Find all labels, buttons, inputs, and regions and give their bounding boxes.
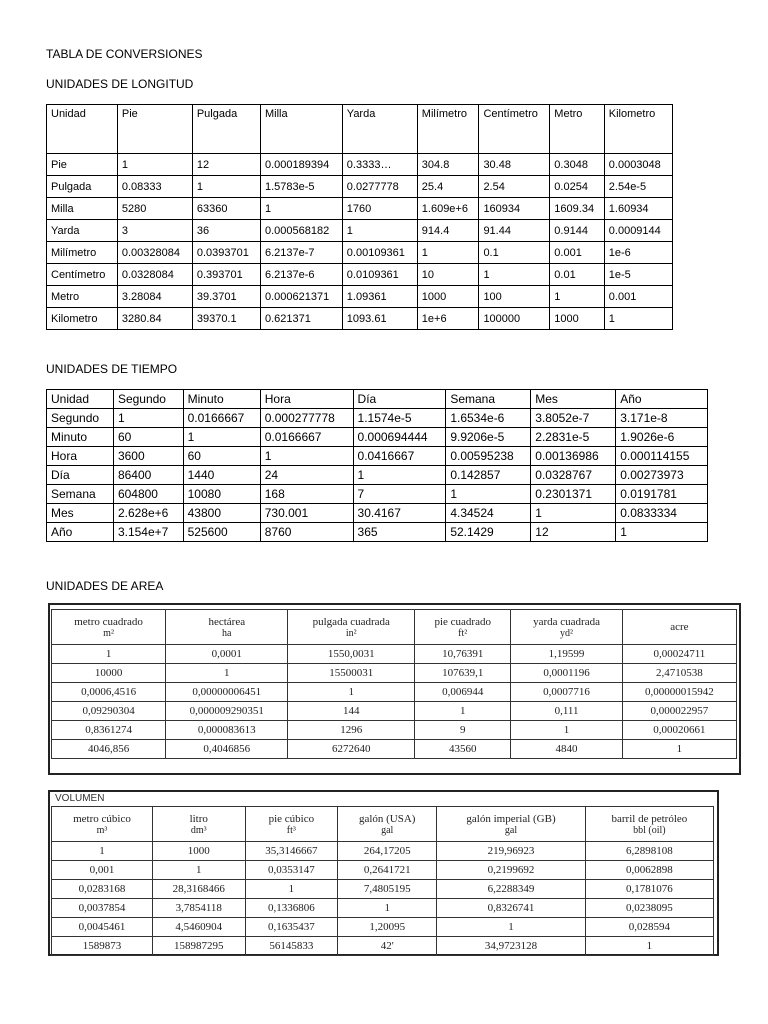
column-name: litro: [189, 812, 208, 825]
table-cell: 2.2831e-5: [531, 428, 616, 447]
column-header: [152, 807, 245, 842]
table-row: [47, 242, 673, 264]
row-header: Año: [47, 523, 114, 542]
table-cell: 1440: [183, 466, 260, 485]
row-header: Semana: [47, 485, 114, 504]
table-cell: 0,000009290351: [166, 702, 288, 721]
table-cell: 158987295: [152, 937, 245, 956]
column-header: Kilometro: [604, 105, 672, 154]
table-cell: 1: [511, 721, 622, 740]
table-row: [52, 721, 737, 740]
table-cell: 1: [622, 740, 736, 759]
table-row: [52, 842, 714, 861]
table-cell: 34,9723128: [437, 937, 586, 956]
row-header: Hora: [47, 447, 114, 466]
column-unit: m²: [103, 627, 114, 639]
column-name: galón (USA): [358, 812, 416, 825]
table-cell: 4840: [511, 740, 622, 759]
column-header: [338, 807, 437, 842]
table-cell: 1,20095: [338, 918, 437, 937]
column-unit: ft³: [286, 824, 296, 836]
table-cell: 144: [288, 702, 415, 721]
column-unit: yd²: [560, 627, 574, 639]
table-row: [47, 176, 673, 198]
table-cell: 1589873: [52, 937, 153, 956]
table-row: [47, 485, 708, 504]
table-cell: 3280.84: [117, 308, 192, 330]
table-cell: 0.0191781: [616, 485, 708, 504]
table-cell: 1e-5: [604, 264, 672, 286]
column-header: [52, 610, 166, 645]
table-cell: 0,0238095: [585, 899, 713, 918]
column-unit: dm³: [190, 824, 207, 836]
table-cell: 0.142857: [446, 466, 531, 485]
row-header: Centímetro: [47, 264, 118, 286]
row-header: Segundo: [47, 409, 114, 428]
column-header: Milímetro: [417, 105, 479, 154]
table-cell: 1609.34: [550, 198, 604, 220]
column-header: Pie: [117, 105, 192, 154]
table-row: [52, 683, 737, 702]
table-cell: 0,00000006451: [166, 683, 288, 702]
table-cell: 0.9144: [550, 220, 604, 242]
table-cell: 0.3048: [550, 154, 604, 176]
table-cell: 0,09290304: [52, 702, 166, 721]
table-cell: 1000: [152, 842, 245, 861]
column-name: hectárea: [208, 615, 246, 628]
table-cell: 0.00328084: [117, 242, 192, 264]
table-cell: 39370.1: [192, 308, 260, 330]
row-header: Kilometro: [47, 308, 118, 330]
table-cell: 0,111: [511, 702, 622, 721]
column-header: Mes: [531, 390, 616, 409]
table-cell: 0.08333: [117, 176, 192, 198]
table-cell: 10000: [52, 664, 166, 683]
row-header: Milímetro: [47, 242, 118, 264]
table-cell: 1: [183, 428, 260, 447]
table-cell: 0.000114155: [616, 447, 708, 466]
column-name: barril de petróleo: [611, 812, 688, 825]
table-row: [52, 880, 714, 899]
table-cell: 1: [604, 308, 672, 330]
table-cell: 1: [152, 861, 245, 880]
table-cell: 10080: [183, 485, 260, 504]
table-header-row: [47, 105, 673, 154]
length-heading: UNIDADES DE LONGITUD: [46, 77, 194, 91]
column-name: acre: [670, 621, 689, 633]
table-cell: 0.0328767: [531, 466, 616, 485]
table-cell: 0,028594: [585, 918, 713, 937]
column-header: [437, 807, 586, 842]
table-cell: 914.4: [417, 220, 479, 242]
table-cell: 42': [338, 937, 437, 956]
table-cell: 0.0009144: [604, 220, 672, 242]
table-row: [47, 466, 708, 485]
table-cell: 0.000621371: [260, 286, 342, 308]
table-cell: 1e-6: [604, 242, 672, 264]
table-cell: 1: [245, 880, 338, 899]
table-cell: 1: [446, 485, 531, 504]
table-cell: 1.1574e-5: [353, 409, 446, 428]
table-cell: 2,4710538: [622, 664, 736, 683]
column-unit: m³: [96, 824, 108, 836]
table-cell: 6,2898108: [585, 842, 713, 861]
table-cell: 6,2288349: [437, 880, 586, 899]
table-cell: 100000: [479, 308, 550, 330]
table-row: [52, 702, 737, 721]
column-header: Hora: [260, 390, 353, 409]
table-cell: 1550,0031: [288, 645, 415, 664]
column-unit: gal: [504, 824, 518, 836]
table-cell: 0.1: [479, 242, 550, 264]
table-cell: 43800: [183, 504, 260, 523]
table-cell: 1.09361: [342, 286, 417, 308]
table-cell: 60: [113, 428, 183, 447]
table-cell: 0.000568182: [260, 220, 342, 242]
time-table: [46, 389, 708, 542]
table-cell: 0,00000015942: [622, 683, 736, 702]
table-cell: 0,0283168: [52, 880, 153, 899]
table-cell: 0,0045461: [52, 918, 153, 937]
table-cell: 160934: [479, 198, 550, 220]
table-cell: 0,00020661: [622, 721, 736, 740]
table-header-row: [47, 390, 708, 409]
table-cell: 100: [479, 286, 550, 308]
table-cell: 15500031: [288, 664, 415, 683]
table-cell: 36: [192, 220, 260, 242]
table-row: [47, 286, 673, 308]
table-cell: 0.00136986: [531, 447, 616, 466]
table-cell: 0,001: [52, 861, 153, 880]
column-unit: bbl (oil): [633, 824, 666, 836]
table-cell: 0.000694444: [353, 428, 446, 447]
column-header: [52, 807, 153, 842]
table-cell: 1: [531, 504, 616, 523]
table-cell: 0.0328084: [117, 264, 192, 286]
row-header: Día: [47, 466, 114, 485]
table-cell: 1: [353, 466, 446, 485]
table-row: [47, 504, 708, 523]
table-cell: 91.44: [479, 220, 550, 242]
table-cell: 304.8: [417, 154, 479, 176]
table-cell: 0.00595238: [446, 447, 531, 466]
table-cell: 1,19599: [511, 645, 622, 664]
table-cell: 0,4046856: [166, 740, 288, 759]
column-name: galón imperial (GB): [466, 812, 556, 825]
table-cell: 1.60934: [604, 198, 672, 220]
table-cell: 43560: [415, 740, 511, 759]
row-header: Mes: [47, 504, 114, 523]
column-name: yarda cuadrada: [533, 615, 600, 628]
table-cell: 39.3701: [192, 286, 260, 308]
column-name: pulgada cuadrada: [312, 615, 390, 628]
table-row: [47, 523, 708, 542]
table-cell: 1296: [288, 721, 415, 740]
table-row: [52, 740, 737, 759]
table-cell: 107639,1: [415, 664, 511, 683]
table-row: [52, 918, 714, 937]
table-cell: 0,2199692: [437, 861, 586, 880]
column-unit: gal: [381, 824, 394, 836]
table-cell: 0.0109361: [342, 264, 417, 286]
table-cell: 63360: [192, 198, 260, 220]
table-cell: 0.2301371: [531, 485, 616, 504]
table-cell: 0,0037854: [52, 899, 153, 918]
table-cell: 219,96923: [437, 842, 586, 861]
table-cell: 1: [338, 899, 437, 918]
column-header: [166, 610, 288, 645]
table-cell: 6272640: [288, 740, 415, 759]
table-cell: 0.0003048: [604, 154, 672, 176]
table-cell: 168: [260, 485, 353, 504]
table-cell: 0,0353147: [245, 861, 338, 880]
table-cell: 0.393701: [192, 264, 260, 286]
table-cell: 30.4167: [353, 504, 446, 523]
table-cell: 24: [260, 466, 353, 485]
column-header: Unidad: [47, 390, 114, 409]
column-name: metro cúbico: [73, 812, 131, 825]
time-heading: UNIDADES DE TIEMPO: [46, 362, 178, 376]
table-cell: 0.0393701: [192, 242, 260, 264]
table-row: [47, 198, 673, 220]
column-header: Yarda: [342, 105, 417, 154]
table-row: [47, 264, 673, 286]
table-cell: 0,0006,4516: [52, 683, 166, 702]
table-cell: 0,8361274: [52, 721, 166, 740]
table-cell: 1: [260, 447, 353, 466]
table-cell: 1: [585, 937, 713, 956]
table-cell: 9: [415, 721, 511, 740]
table-cell: 1: [260, 198, 342, 220]
table-cell: 0.00273973: [616, 466, 708, 485]
table-cell: 1: [616, 523, 708, 542]
column-header: Centímetro: [479, 105, 550, 154]
table-cell: 1: [550, 286, 604, 308]
table-cell: 4.34524: [446, 504, 531, 523]
table-cell: 25.4: [417, 176, 479, 198]
column-header: Minuto: [183, 390, 260, 409]
table-cell: 0.621371: [260, 308, 342, 330]
table-header-row: [52, 807, 714, 842]
table-cell: 1: [113, 409, 183, 428]
table-cell: 0.000189394: [260, 154, 342, 176]
table-cell: 3.154e+7: [113, 523, 183, 542]
table-cell: 3.8052e-7: [531, 409, 616, 428]
table-cell: 7: [353, 485, 446, 504]
column-name: metro cuadrado: [74, 615, 143, 628]
column-unit: ft²: [458, 627, 468, 639]
table-cell: 0.0833334: [616, 504, 708, 523]
table-cell: 3,7854118: [152, 899, 245, 918]
table-row: [52, 861, 714, 880]
table-cell: 4046,856: [52, 740, 166, 759]
table-cell: 0,006944: [415, 683, 511, 702]
table-cell: 0.0254: [550, 176, 604, 198]
table-cell: 86400: [113, 466, 183, 485]
table-cell: 0.0166667: [183, 409, 260, 428]
table-cell: 1: [117, 154, 192, 176]
volume-label: VOLUMEN: [55, 793, 105, 804]
column-header: [585, 807, 713, 842]
table-row: [47, 447, 708, 466]
table-cell: 1: [52, 645, 166, 664]
row-header: Pulgada: [47, 176, 118, 198]
column-header: Unidad: [47, 105, 118, 154]
table-cell: 1: [288, 683, 415, 702]
table-cell: 1.6534e-6: [446, 409, 531, 428]
table-cell: 0,1781076: [585, 880, 713, 899]
table-cell: 30.48: [479, 154, 550, 176]
table-cell: 12: [531, 523, 616, 542]
table-cell: 525600: [183, 523, 260, 542]
table-cell: 7,4805195: [338, 880, 437, 899]
table-cell: 1: [166, 664, 288, 683]
table-cell: 0,0001: [166, 645, 288, 664]
table-cell: 1: [417, 242, 479, 264]
table-cell: 3: [117, 220, 192, 242]
table-cell: 1: [437, 918, 586, 937]
column-header: Año: [616, 390, 708, 409]
table-cell: 3600: [113, 447, 183, 466]
table-cell: 0.0277778: [342, 176, 417, 198]
table-cell: 2.54e-5: [604, 176, 672, 198]
table-cell: 1000: [550, 308, 604, 330]
table-cell: 1760: [342, 198, 417, 220]
column-header: [415, 610, 511, 645]
table-cell: 1: [52, 842, 153, 861]
table-cell: 730.001: [260, 504, 353, 523]
table-cell: 1e+6: [417, 308, 479, 330]
table-cell: 1.9026e-6: [616, 428, 708, 447]
table-cell: 10: [417, 264, 479, 286]
table-cell: 8760: [260, 523, 353, 542]
volume-table: [51, 806, 714, 956]
table-cell: 1.5783e-5: [260, 176, 342, 198]
row-header: Metro: [47, 286, 118, 308]
table-cell: 0.000277778: [260, 409, 353, 428]
table-row: [52, 937, 714, 956]
area-heading: UNIDADES DE AREA: [46, 579, 164, 593]
table-cell: 0,0062898: [585, 861, 713, 880]
table-cell: 3.171e-8: [616, 409, 708, 428]
table-cell: 604800: [113, 485, 183, 504]
table-row: [47, 428, 708, 447]
table-cell: 1: [192, 176, 260, 198]
table-cell: 0,00024711: [622, 645, 736, 664]
table-cell: 0.01: [550, 264, 604, 286]
table-row: [47, 154, 673, 176]
table-row: [47, 409, 708, 428]
table-cell: 9.9206e-5: [446, 428, 531, 447]
table-cell: 0,0007716: [511, 683, 622, 702]
table-cell: 1.609e+6: [417, 198, 479, 220]
table-cell: 12: [192, 154, 260, 176]
column-name: pie cúbico: [268, 812, 315, 825]
row-header: Pie: [47, 154, 118, 176]
length-table: [46, 104, 673, 330]
table-cell: 0,8326741: [437, 899, 586, 918]
table-cell: 0.3333…: [342, 154, 417, 176]
table-cell: 35,3146667: [245, 842, 338, 861]
table-cell: 6.2137e-7: [260, 242, 342, 264]
page-title: TABLA DE CONVERSIONES: [46, 47, 203, 61]
table-cell: 2.54: [479, 176, 550, 198]
table-cell: 0,000083613: [166, 721, 288, 740]
table-cell: 52.1429: [446, 523, 531, 542]
table-cell: 0,000022957: [622, 702, 736, 721]
table-cell: 1000: [417, 286, 479, 308]
area-table: [51, 609, 737, 759]
table-cell: 0.00109361: [342, 242, 417, 264]
table-cell: 6.2137e-6: [260, 264, 342, 286]
table-cell: 0,0001196: [511, 664, 622, 683]
table-cell: 1093.61: [342, 308, 417, 330]
table-cell: 264,17205: [338, 842, 437, 861]
table-row: [47, 220, 673, 242]
table-header-row: [52, 610, 737, 645]
column-header: Segundo: [113, 390, 183, 409]
column-header: Metro: [550, 105, 604, 154]
table-cell: 2.628e+6: [113, 504, 183, 523]
row-header: Yarda: [47, 220, 118, 242]
table-cell: 1: [415, 702, 511, 721]
table-cell: 3.28084: [117, 286, 192, 308]
column-header: [622, 610, 736, 645]
column-header: Pulgada: [192, 105, 260, 154]
table-cell: 5280: [117, 198, 192, 220]
table-cell: 60: [183, 447, 260, 466]
column-header: Milla: [260, 105, 342, 154]
row-header: Milla: [47, 198, 118, 220]
table-cell: 0.0166667: [260, 428, 353, 447]
table-row: [52, 899, 714, 918]
table-cell: 10,76391: [415, 645, 511, 664]
row-header: Minuto: [47, 428, 114, 447]
column-header: Semana: [446, 390, 531, 409]
table-cell: 365: [353, 523, 446, 542]
table-cell: 0.0416667: [353, 447, 446, 466]
table-cell: 0.001: [550, 242, 604, 264]
column-name: pie cuadrado: [434, 615, 491, 628]
table-row: [52, 645, 737, 664]
column-header: [245, 807, 338, 842]
column-header: [288, 610, 415, 645]
table-cell: 56145833: [245, 937, 338, 956]
table-row: [52, 664, 737, 683]
table-cell: 0,1635437: [245, 918, 338, 937]
column-header: [511, 610, 622, 645]
table-cell: 0,2641721: [338, 861, 437, 880]
column-unit: in²: [345, 627, 357, 639]
table-cell: 1: [479, 264, 550, 286]
table-cell: 0.001: [604, 286, 672, 308]
table-cell: 28,3168466: [152, 880, 245, 899]
column-header: Día: [353, 390, 446, 409]
table-cell: 4,5460904: [152, 918, 245, 937]
table-cell: 0,1336806: [245, 899, 338, 918]
table-cell: 1: [342, 220, 417, 242]
column-unit: ha: [222, 627, 232, 639]
table-row: [47, 308, 673, 330]
